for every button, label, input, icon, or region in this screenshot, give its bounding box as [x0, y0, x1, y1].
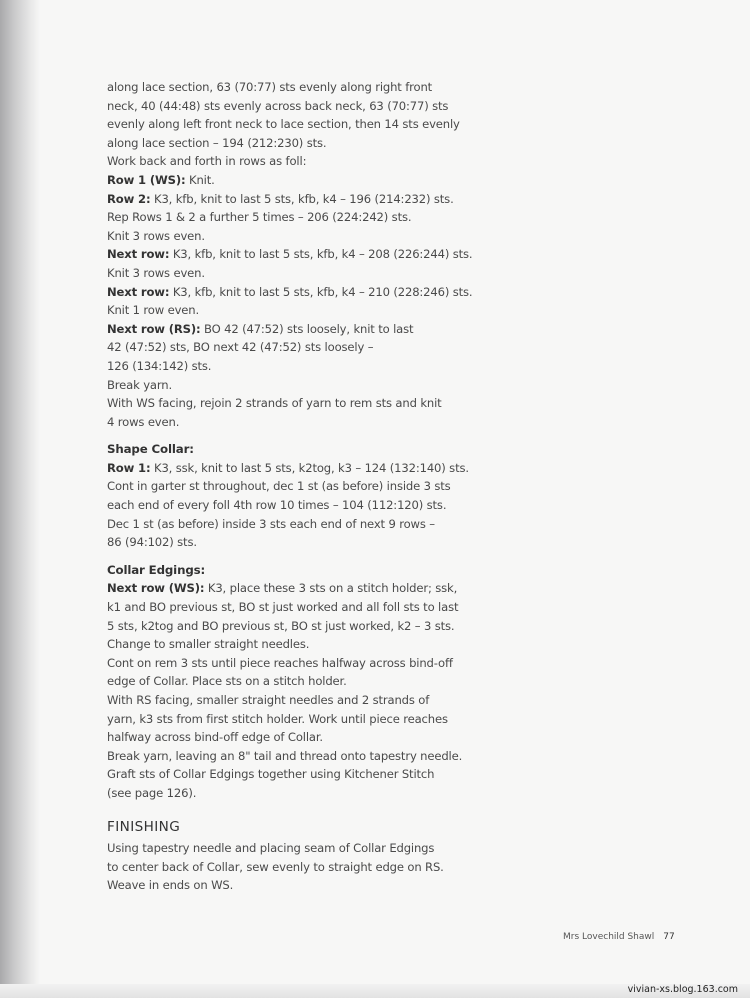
- text-line: Weave in ends on WS.: [107, 878, 234, 893]
- text-line: k1 and BO previous st, BO st just worked and all foll sts to last: [107, 600, 459, 615]
- row-label: Next row:: [107, 247, 170, 262]
- row-text: K3, place these 3 sts on a stitch holder; ssk,: [204, 581, 458, 596]
- row-label: Row 2:: [107, 191, 151, 206]
- next-row-instruction: [107, 245, 477, 264]
- text-line: along lace section – 194 (212:230) sts.: [107, 135, 327, 150]
- text-line: Knit 3 rows even.: [107, 265, 205, 280]
- book-binding-shadow: [0, 0, 40, 998]
- row-text: K3, kfb, knit to last 5 sts, kfb, k4 – 210 (228:246) sts.: [169, 284, 473, 299]
- text-line: Change to smaller straight needles.: [107, 637, 310, 652]
- row-label: Next row (RS):: [107, 321, 201, 336]
- shape-collar-section: [107, 440, 477, 552]
- text-line: (see page 126).: [107, 785, 197, 800]
- footer-title: Mrs Lovechild Shawl: [563, 932, 655, 942]
- section-heading: Collar Edgings:: [107, 562, 206, 577]
- collar-edgings-section: [107, 561, 477, 803]
- text-line: Rep Rows 1 & 2 a further 5 times – 206 (224:242) sts.: [107, 210, 412, 225]
- pattern-text-column: [107, 78, 477, 895]
- row-text: Knit.: [185, 172, 215, 187]
- page-footer: [563, 932, 675, 942]
- section-heading: Shape Collar:: [107, 442, 194, 457]
- text-line: With RS facing, smaller straight needles and 2 strands of: [107, 693, 430, 707]
- text-line: 126 (134:142) sts.: [107, 358, 212, 373]
- row-label: Next row (WS):: [107, 581, 205, 596]
- text-line: Work back and forth in rows as foll:: [107, 154, 307, 169]
- row-label: Next row:: [107, 284, 170, 299]
- row-text: K3, kfb, knit to last 5 sts, kfb, k4 – 196 (214:232) sts.: [150, 191, 454, 206]
- text-line: neck, 40 (44:48) sts evenly across back neck, 63 (70:77) sts: [107, 98, 449, 113]
- text-line: Break yarn, leaving an 8" tail and thread onto tapestry needle.: [107, 748, 463, 763]
- finishing-heading: FINISHING: [107, 818, 181, 835]
- text-line: With WS facing, rejoin 2 strands of yarn to rem sts and knit: [107, 396, 442, 411]
- row-text: K3, kfb, knit to last 5 sts, kfb, k4 – 208 (226:244) sts.: [169, 247, 473, 262]
- text-line: 5 sts, k2tog and BO previous st, BO st just worked, k2 – 3 sts.: [107, 618, 455, 633]
- text-line: Using tapestry needle and placing seam of Collar Edgings: [107, 841, 435, 856]
- row-label: Row 1 (WS):: [107, 172, 186, 187]
- text-line: edge of Collar. Place sts on a stitch holder.: [107, 674, 347, 689]
- text-line: Break yarn.: [107, 377, 173, 392]
- next-row-ws-instruction: [107, 579, 477, 598]
- next-row-instruction: [107, 283, 477, 302]
- text-line: each end of every foll 4th row 10 times – 104 (112:120) sts.: [107, 498, 447, 513]
- text-line: evenly along left front neck to lace section, then 14 sts evenly: [107, 117, 460, 132]
- text-line: 4 rows even.: [107, 414, 180, 429]
- row-text: BO 42 (47:52) sts loosely, knit to last: [200, 321, 414, 336]
- finishing-section: [107, 818, 477, 895]
- watermark: vivian-xs.blog.163.com: [627, 984, 738, 995]
- text-line: halfway across bind-off edge of Collar.: [107, 730, 323, 745]
- text-line: Knit 1 row even.: [107, 303, 199, 318]
- intro-paragraph: [107, 78, 477, 171]
- row-2-instruction: [107, 190, 477, 209]
- text-line: Cont in garter st throughout, dec 1 st (as before) inside 3 sts: [107, 479, 451, 494]
- text-line: 86 (94:102) sts.: [107, 535, 197, 550]
- page-number: 77: [663, 932, 675, 942]
- row-label: Row 1:: [107, 460, 151, 475]
- text-line: Knit 3 rows even.: [107, 228, 205, 243]
- text-line: to center back of Collar, sew evenly to straight edge on RS.: [107, 859, 444, 874]
- text-line: Cont on rem 3 sts until piece reaches halfway across bind-off: [107, 655, 453, 670]
- row-1-instruction: [107, 171, 477, 190]
- next-row-rs-instruction: [107, 320, 477, 339]
- row-text: K3, ssk, knit to last 5 sts, k2tog, k3 – 124 (132:140) sts.: [150, 460, 469, 475]
- text-line: yarn, k3 sts from first stitch holder. Work until piece reaches: [107, 711, 448, 726]
- text-line: 42 (47:52) sts, BO next 42 (47:52) sts loosely –: [107, 340, 374, 355]
- row-1-instruction: [107, 459, 477, 478]
- text-line: Dec 1 st (as before) inside 3 sts each end of next 9 rows –: [107, 516, 435, 531]
- text-line: along lace section, 63 (70:77) sts evenly along right front: [107, 80, 433, 94]
- text-line: Graft sts of Collar Edgings together using Kitchener Stitch: [107, 767, 435, 782]
